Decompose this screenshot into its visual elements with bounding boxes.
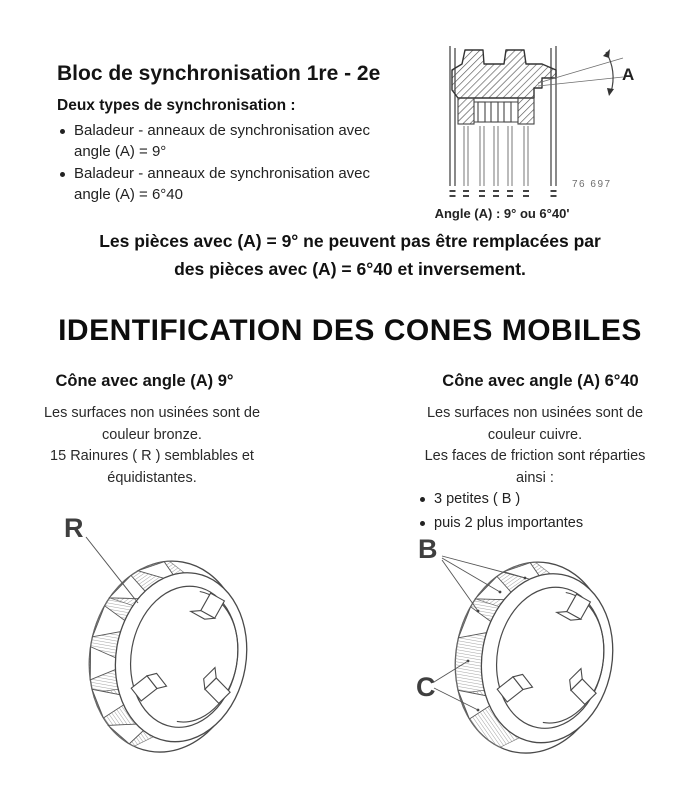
body-line: équidistantes.	[107, 469, 197, 486]
body-line: 15 Rainures ( R ) semblables et	[50, 448, 254, 464]
body-line: couleur cuivre.	[487, 426, 583, 443]
cone9-heading: Cône avec angle (A) 9°	[55, 372, 234, 390]
cone640-heading: Cône avec angle (A) 6°40	[442, 372, 639, 390]
synchro-cross-section-diagram	[438, 28, 648, 213]
bullet-text	[74, 164, 370, 205]
cone640-description	[390, 403, 680, 489]
list-item	[420, 489, 583, 511]
bullet-text	[74, 121, 370, 162]
angle-a-label: A	[622, 65, 635, 84]
intro-subtitle: Deux types de synchronisation :	[57, 97, 296, 114]
list-item	[60, 121, 450, 162]
bullet-line: Baladeur - anneaux de synchronisation avec	[74, 122, 371, 139]
section-heading: IDENTIFICATION DES CONES MOBILES	[58, 314, 642, 347]
part-number: 76 697	[572, 179, 612, 190]
page-title: Bloc de synchronisation 1re - 2e	[57, 62, 381, 85]
arrowhead-icon	[607, 88, 614, 96]
ring-body	[74, 549, 261, 765]
bullet-line: angle (A) = 6°40	[74, 185, 183, 203]
bullet-dot	[420, 497, 425, 502]
intro-bullet-list	[60, 121, 450, 207]
warning-line: des pièces avec (A) = 6°40 et inversement.	[174, 259, 526, 279]
bullet-text: puis 2 plus importantes	[434, 514, 584, 531]
body-line: couleur bronze.	[102, 426, 202, 443]
break-marks	[450, 191, 557, 196]
warning-line: Les pièces avec (A) = 9° ne peuvent pas être remplacées par	[99, 231, 601, 251]
ring-body	[440, 550, 627, 766]
hub-section	[452, 50, 556, 98]
arrowhead-icon	[603, 49, 610, 58]
bullet-dot	[60, 172, 65, 177]
r-leader-line	[86, 537, 138, 603]
warning-text	[0, 227, 700, 283]
body-line: Les surfaces non usinées sont de	[426, 405, 644, 421]
large-faces-c-label: C	[416, 672, 436, 702]
body-line: ainsi :	[516, 469, 554, 486]
small-faces-b-label: B	[418, 534, 438, 564]
body-line: Les surfaces non usinées sont de	[43, 405, 261, 421]
bullet-line: Baladeur - anneaux de synchronisation avec	[74, 165, 371, 182]
bullet-dot	[60, 129, 65, 134]
cone-9-ring-diagram	[40, 503, 290, 783]
bullet-text: 3 petites ( B )	[434, 491, 521, 507]
spline-lines	[464, 126, 528, 186]
cone-640-ring-diagram	[390, 518, 650, 793]
ring-band-section	[458, 98, 534, 124]
diagram-caption: Angle (A) : 9° ou 6°40'	[434, 206, 570, 221]
groove-r-label: R	[64, 513, 84, 543]
cone9-description	[2, 403, 302, 489]
list-item	[60, 164, 450, 205]
bullet-line: angle (A) = 9°	[74, 142, 167, 160]
body-line: Les faces de friction sont réparties	[424, 448, 646, 464]
